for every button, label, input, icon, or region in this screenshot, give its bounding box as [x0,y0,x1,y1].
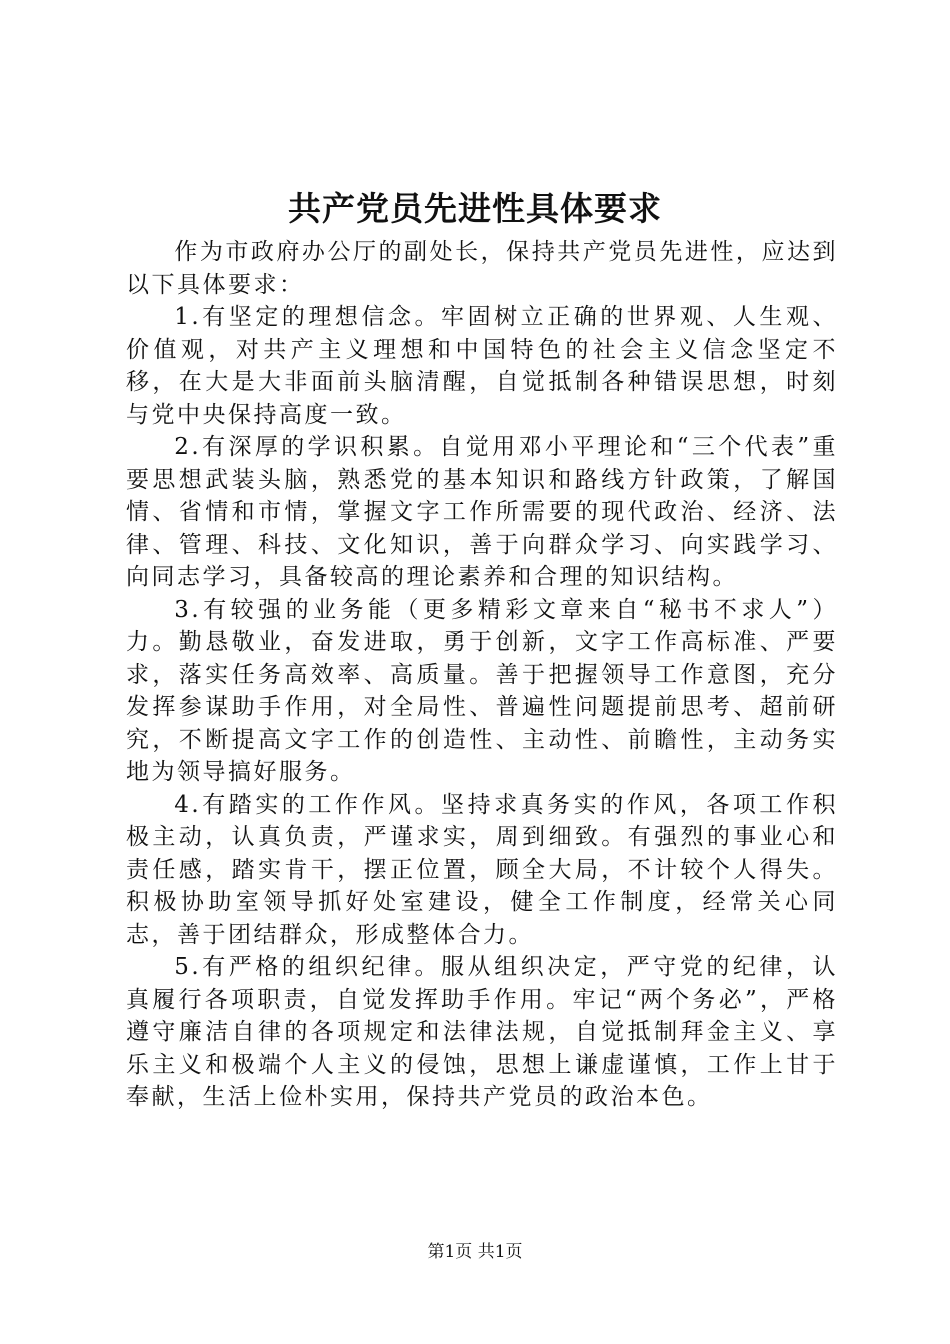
document-body [126,236,838,1114]
requirement-paragraph-2: 2.有深厚的学识积累。自觉用邓小平理论和“三个代表”重要思想武装头脑，熟悉党的基本知识和路线方针政策，了解国情、省情和市情，掌握文字工作所需要的现代政治、经济、法律、管理、科技、文化知识，善于向群众学习、向实践学习、向同志学习，具备较高的理论素养和合理的知识结构。 [126,434,838,590]
intro-paragraph: 作为市政府办公厅的副处长，保持共产党员先进性，应达到以下具体要求： [126,239,838,298]
document-title: 共产党员先进性具体要求 [288,189,662,228]
requirement-paragraph-1: 1.有坚定的理想信念。牢固树立正确的世界观、人生观、价值观，对共产主义理想和中国特色的社会主义信念坚定不移，在大是大非面前头脑清醒，自觉抵制各种错误思想，时刻与党中央保持高度一致。 [126,304,838,428]
requirement-paragraph-5: 5.有严格的组织纪律。服从组织决定，严守党的纪律，认真履行各项职责，自觉发挥助手作用。牢记“两个务必”，严格遵守廉洁自律的各项规定和法律法规，自觉抵制拜金主义、享乐主义和极端个人主义的侵蚀，思想上谦虚谨慎，工作上甘于奉献，生活上俭朴实用，保持共产党员的政治本色。 [126,954,838,1110]
requirement-paragraph-4: 4.有踏实的工作作风。坚持求真务实的作风，各项工作积极主动，认真负责，严谨求实，周到细致。有强烈的事业心和责任感，踏实肯干，摆正位置，顾全大局，不计较个人得失。积极协助室领导抓好处室建设，健全工作制度，经常关心同志，善于团结群众，形成整体合力。 [126,791,838,948]
requirement-paragraph-3: 3.有较强的业务能（更多精彩文章来自“秘书不求人”）力。勤恳敬业，奋发进取，勇于创新，文字工作高标准、严要求，落实任务高效率、高质量。善于把握领导工作意图，充分发挥参谋助手作用，对全局性、普遍性问题提前思考、超前研究，不断提高文字工作的创造性、主动性、前瞻性，主动务实地为领导搞好服务。 [126,596,838,785]
page-number-footer: 第1页 共1页 [427,1242,523,1262]
